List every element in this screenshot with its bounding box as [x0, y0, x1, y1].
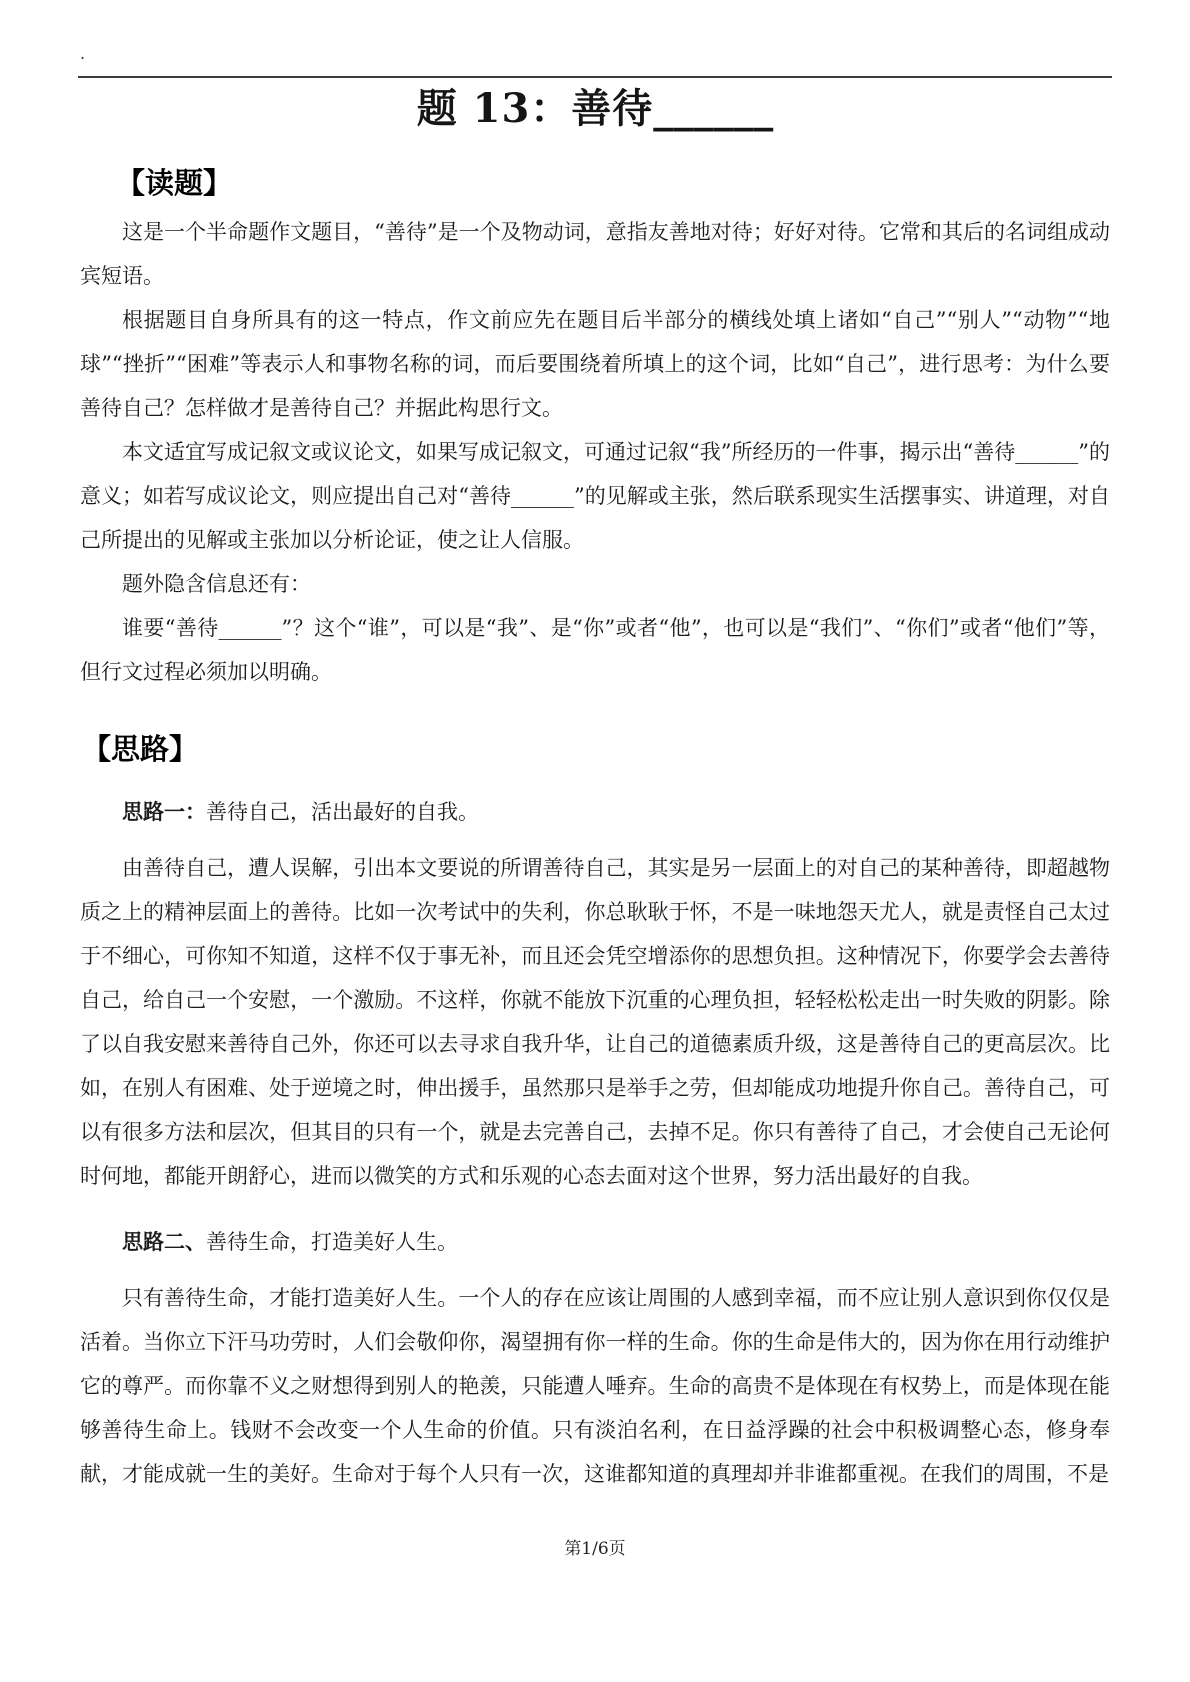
idea-label: 思路一： [122, 799, 206, 824]
page-title [80, 84, 1110, 134]
paragraph: 这是一个半命题作文题目，“善待”是一个及物动词，意指友善地对待；好好对待。它常和其后的名词组成动宾短语。 [80, 220, 1110, 288]
idea-heading-2 [80, 1220, 1110, 1264]
header-rule [78, 76, 1112, 78]
paragraph: 根据题目自身所具有的这一特点，作文前应先在题目后半部分的横线处填上诸如“自己”“别人”“动物”“地球”“挫折”“困难”等表示人和事物名称的词，而后要围绕着所填上的这个词，比如“自己”，进行思考：为什么要善待自己？怎样做才是善待自己？并据此构思行文。 [80, 308, 1110, 420]
idea-title: 善待生命，打造美好人生。 [206, 1230, 458, 1254]
page-title-text: 题 13：善待 [416, 85, 654, 132]
idea-title: 善待自己，活出最好的自我。 [206, 800, 479, 824]
reading-section [80, 210, 1110, 694]
idea-label: 思路二、 [122, 1229, 206, 1254]
idea-body-2: 只有善待生命，才能打造美好人生。一个人的存在应该让周围的人感到幸福，而不应让别人意识到你仅仅是活着。当你立下汗马功劳时，人们会敬仰你，渴望拥有你一样的生命。你的生命是伟大的，因为你在用行动维护它的尊严。而你靠不义之财想得到别人的艳羡，只能遭人唾弃。生命的高贵不是体现在有权势上，而是体现在能够善待生命上。钱财不会改变一个人生命的价值。只有淡泊名利，在日益浮躁的社会中积极调整心态，修身奉献，才能成就一生的美好。生命对于每个人只有一次，这谁都知道的真理却并非谁都重视。在我们的周围，不是 [80, 1286, 1110, 1486]
section-heading-ideas: 【思路】 [82, 732, 199, 766]
section-heading-reading: 【读题】 [116, 166, 233, 200]
paragraph: 谁要“善待______”？这个“谁”，可以是“我”、是“你”或者“他”，也可以是“我们”、“你们”或者“他们”等，但行文过程必须加以明确。 [80, 616, 1110, 684]
paragraph: 题外隐含信息还有： [122, 572, 311, 596]
idea-heading-1 [80, 790, 1110, 834]
ideas-section [80, 790, 1110, 1496]
title-blank: ______ [653, 85, 774, 132]
corner-mark: . [80, 44, 86, 63]
paragraph: 本文适宜写成记叙文或议论文，如果写成记叙文，可通过记叙“我”所经历的一件事，揭示出“善待______”的意义；如若写成议论文，则应提出自己对“善待______”的见解或主张，然后联系现实生活摆事实、讲道理，对自己所提出的见解或主张加以分析论证，使之让人信服。 [80, 440, 1110, 552]
page-footer: 第1/6页 [564, 1539, 626, 1559]
idea-body-1: 由善待自己，遭人误解，引出本文要说的所谓善待自己，其实是另一层面上的对自己的某种善待，即超越物质之上的精神层面上的善待。比如一次考试中的失利，你总耿耿于怀，不是一味地怨天尤人，就是责怪自己太过于不细心，可你知不知道，这样不仅于事无补，而且还会凭空增添你的思想负担。这种情况下，你要学会去善待自己，给自己一个安慰，一个激励。不这样，你就不能放下沉重的心理负担，轻轻松松走出一时失败的阴影。除了以自我安慰来善待自己外，你还可以去寻求自我升华，让自己的道德素质升级，这是善待自己的更高层次。比如，在别人有困难、处于逆境之时，伸出援手，虽然那只是举手之劳，但却能成功地提升你自己。善待自己，可以有很多方法和层次，但其目的只有一个，就是去完善自己，去掉不足。你只有善待了自己，才会使自己无论何时何地，都能开朗舒心，进而以微笑的方式和乐观的心态去面对这个世界，努力活出最好的自我。 [80, 856, 1110, 1188]
